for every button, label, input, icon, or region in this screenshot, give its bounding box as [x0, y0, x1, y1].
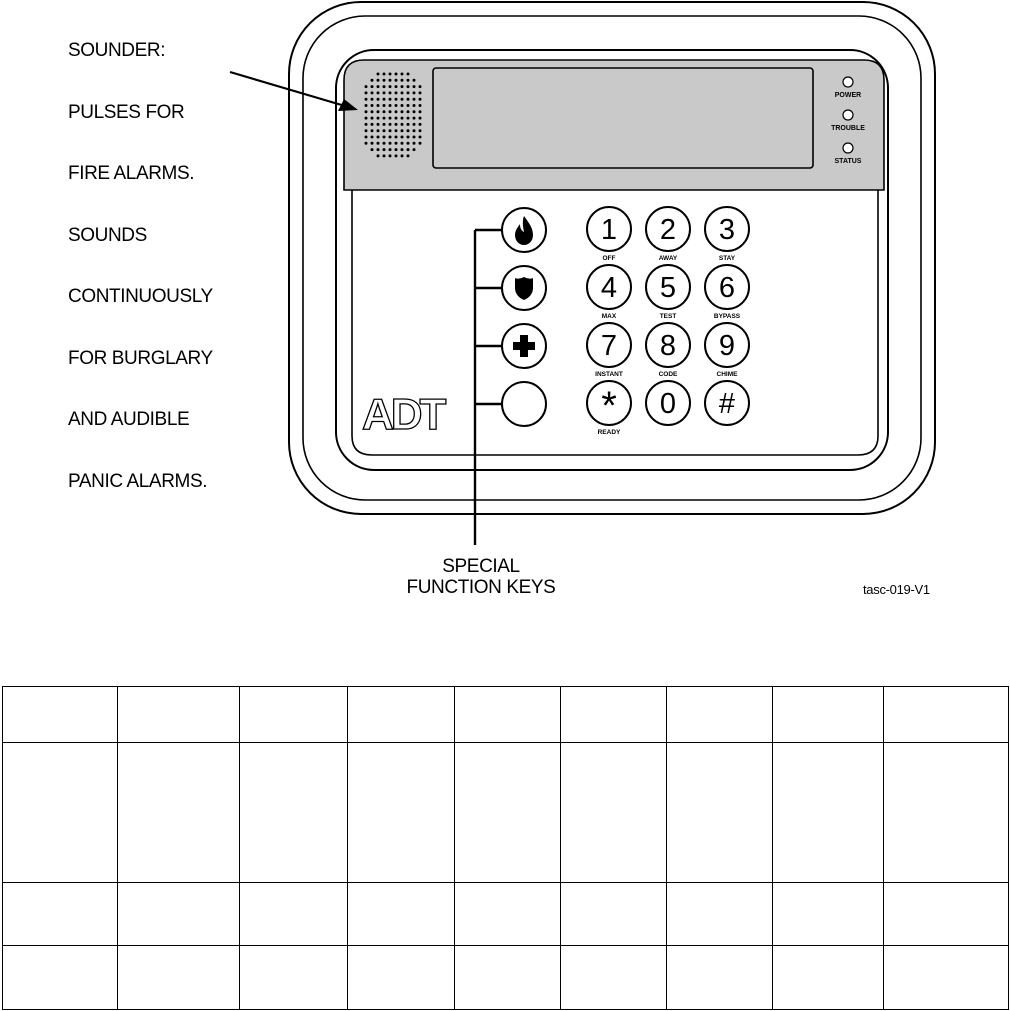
speaker-hole: [395, 104, 398, 107]
speaker-hole: [401, 136, 404, 139]
table-row: [3, 945, 1009, 1009]
speaker-hole: [365, 129, 368, 132]
table-cell: [773, 687, 884, 743]
speaker-hole: [383, 129, 386, 132]
table-cell: [561, 743, 667, 882]
speaker-hole: [413, 104, 416, 107]
table-cell: [118, 945, 240, 1009]
indicator-led: [843, 110, 853, 120]
speaker-hole: [371, 91, 374, 94]
table-cell: [455, 743, 561, 882]
table-cell: [773, 743, 884, 882]
key-0[interactable]: [646, 381, 690, 425]
speaker-hole: [383, 142, 386, 145]
speaker-hole: [389, 129, 392, 132]
table-cell: [118, 743, 240, 882]
table-cell: [240, 687, 348, 743]
speaker-hole: [377, 91, 380, 94]
table-row: [3, 743, 1009, 882]
callout-line: SOUNDER:: [68, 40, 166, 61]
speaker-hole: [371, 148, 374, 151]
speaker-hole: [377, 98, 380, 101]
speaker-hole: [371, 129, 374, 132]
key-glyph: 3: [718, 214, 736, 246]
callout-line: SOUNDS: [68, 224, 147, 246]
speaker-hole: [389, 79, 392, 82]
table-cell: [884, 743, 1009, 882]
speaker-hole: [413, 85, 416, 88]
speaker-hole: [401, 98, 404, 101]
speaker-hole: [401, 117, 404, 120]
speaker-hole: [377, 117, 380, 120]
speaker-hole: [377, 123, 380, 126]
speaker-hole: [365, 110, 368, 113]
key-glyph: 9: [718, 330, 736, 362]
key-function-label: AWAY: [658, 255, 678, 262]
empty-table: [2, 686, 1009, 1010]
speaker-hole: [401, 73, 404, 76]
table-cell: [348, 945, 455, 1009]
key-function-label: TEST: [659, 313, 677, 320]
speaker-hole: [371, 142, 374, 145]
speaker-hole: [389, 136, 392, 139]
table-cell: [773, 945, 884, 1009]
indicator-label: POWER: [834, 92, 862, 99]
speaker-hole: [419, 104, 422, 107]
speaker-hole: [419, 91, 422, 94]
table-cell: [667, 687, 773, 743]
speaker-hole: [383, 98, 386, 101]
speaker-hole: [407, 142, 410, 145]
speaker-hole: [383, 148, 386, 151]
table-cell: [667, 945, 773, 1009]
speaker-hole: [371, 98, 374, 101]
speaker-hole: [419, 85, 422, 88]
table-cell: [561, 687, 667, 743]
table-cell: [118, 687, 240, 743]
key-function-label: BYPASS: [713, 313, 741, 320]
special-key-medical[interactable]: [502, 324, 546, 368]
indicator-label: STATUS: [834, 158, 862, 165]
speaker-hole: [407, 123, 410, 126]
indicator-led: [843, 77, 853, 87]
table-cell: [240, 945, 348, 1009]
speaker-hole: [371, 136, 374, 139]
speaker-hole: [383, 91, 386, 94]
callout-line: AND AUDIBLE: [68, 409, 190, 430]
speaker-hole: [419, 117, 422, 120]
special-function-callout: [396, 557, 566, 598]
speaker-hole: [407, 104, 410, 107]
speaker-hole: [377, 79, 380, 82]
table-cell: [455, 687, 561, 743]
table-cell: [667, 882, 773, 945]
key-glyph: #: [718, 388, 736, 420]
figure-id: tasc-019-V1: [863, 582, 930, 597]
speaker-hole: [401, 142, 404, 145]
speaker-hole: [419, 129, 422, 132]
speaker-hole: [407, 129, 410, 132]
speaker-hole: [365, 85, 368, 88]
speaker-hole: [407, 85, 410, 88]
speaker-hole: [389, 154, 392, 157]
key-glyph: 1: [600, 214, 618, 246]
speaker-hole: [365, 104, 368, 107]
key-glyph: 7: [600, 330, 618, 362]
speaker-hole: [389, 73, 392, 76]
speaker-hole: [407, 79, 410, 82]
key-function-label: STAY: [718, 255, 736, 262]
speaker-hole: [395, 85, 398, 88]
table-cell: [348, 687, 455, 743]
table-row: [3, 882, 1009, 945]
speaker-hole: [413, 110, 416, 113]
table-cell: [240, 882, 348, 945]
callout-line: FOR BURGLARY: [68, 347, 213, 369]
table-cell: [561, 882, 667, 945]
table-cell: [3, 945, 118, 1009]
table-cell: [3, 743, 118, 882]
speaker-hole: [413, 129, 416, 132]
speaker-hole: [407, 136, 410, 139]
speaker-hole: [407, 73, 410, 76]
speaker-hole: [371, 110, 374, 113]
display-window: [433, 68, 813, 168]
speaker-hole: [365, 91, 368, 94]
speaker-hole: [401, 85, 404, 88]
speaker-hole: [377, 104, 380, 107]
speaker-hole: [395, 148, 398, 151]
speaker-hole: [395, 136, 398, 139]
speaker-hole: [383, 110, 386, 113]
speaker-hole: [407, 98, 410, 101]
speaker-hole: [401, 129, 404, 132]
speaker-hole: [377, 110, 380, 113]
speaker-hole: [395, 79, 398, 82]
key-glyph: *: [601, 384, 617, 428]
speaker-hole: [419, 110, 422, 113]
callout-line: FIRE ALARMS.: [68, 163, 195, 184]
speaker-hole: [377, 136, 380, 139]
table-cell: [773, 882, 884, 945]
key-glyph: 2: [659, 214, 677, 246]
speaker-hole: [377, 154, 380, 157]
key-function-label: OFF: [602, 255, 616, 262]
table-cell: [561, 945, 667, 1009]
special-key-police[interactable]: [502, 266, 546, 310]
speaker-hole: [377, 85, 380, 88]
speaker-hole: [419, 136, 422, 139]
callout-line: FUNCTION KEYS: [406, 576, 556, 598]
key-function-label: INSTANT: [595, 371, 623, 378]
speaker-hole: [389, 148, 392, 151]
speaker-hole: [383, 117, 386, 120]
callout-line: CONTINUOUSLY: [68, 286, 213, 307]
speaker-hole: [371, 79, 374, 82]
callout-line: PANIC ALARMS.: [68, 470, 208, 492]
speaker-hole: [395, 123, 398, 126]
table-cell: [884, 945, 1009, 1009]
key-function-label: CODE: [658, 371, 678, 378]
key-glyph: 8: [659, 330, 677, 362]
speaker-hole: [413, 98, 416, 101]
table-cell: [118, 882, 240, 945]
speaker-hole: [365, 142, 368, 145]
speaker-hole: [419, 98, 422, 101]
callout-line: PULSES FOR: [68, 101, 185, 123]
speaker-hole: [389, 117, 392, 120]
speaker-hole: [377, 142, 380, 145]
speaker-hole: [389, 142, 392, 145]
key-glyph: 6: [718, 272, 736, 304]
speaker-hole: [383, 123, 386, 126]
speaker-hole: [395, 154, 398, 157]
key-glyph: 4: [600, 272, 618, 304]
speaker-hole: [383, 79, 386, 82]
table-cell: [455, 945, 561, 1009]
speaker-hole: [365, 136, 368, 139]
speaker-hole: [371, 117, 374, 120]
speaker-hole: [401, 123, 404, 126]
speaker-hole: [383, 85, 386, 88]
indicator-led: [843, 143, 853, 153]
speaker-hole: [365, 117, 368, 120]
speaker-hole: [395, 98, 398, 101]
speaker-hole: [395, 73, 398, 76]
key-function-label: CHIME: [716, 371, 738, 378]
speaker-hole: [389, 85, 392, 88]
speaker-hole: [395, 129, 398, 132]
table-row: [3, 687, 1009, 743]
special-key-blank[interactable]: [502, 382, 546, 426]
key-glyph: 5: [659, 272, 677, 304]
speaker-hole: [377, 148, 380, 151]
speaker-hole: [395, 110, 398, 113]
table-cell: [667, 743, 773, 882]
speaker-hole: [377, 129, 380, 132]
table-cell: [3, 687, 118, 743]
speaker-hole: [419, 123, 422, 126]
speaker-hole: [395, 91, 398, 94]
speaker-hole: [389, 91, 392, 94]
speaker-hole: [365, 123, 368, 126]
speaker-hole: [383, 73, 386, 76]
speaker-hole: [407, 91, 410, 94]
speaker-hole: [371, 85, 374, 88]
speaker-hole: [407, 148, 410, 151]
speaker-hole: [383, 104, 386, 107]
speaker-hole: [365, 98, 368, 101]
key-glyph: 0: [659, 388, 677, 420]
speaker-hole: [383, 136, 386, 139]
speaker-hole: [419, 142, 422, 145]
speaker-hole: [407, 110, 410, 113]
speaker-hole: [413, 148, 416, 151]
speaker-hole: [371, 123, 374, 126]
speaker-hole: [413, 136, 416, 139]
speaker-hole: [389, 98, 392, 101]
speaker-hole: [401, 110, 404, 113]
speaker-hole: [407, 154, 410, 157]
speaker-hole: [389, 110, 392, 113]
speaker-hole: [401, 148, 404, 151]
table-cell: [455, 882, 561, 945]
speaker-hole: [413, 79, 416, 82]
key-function-label: READY: [597, 429, 621, 436]
speaker-hole: [407, 117, 410, 120]
speaker-hole: [401, 154, 404, 157]
speaker-hole: [413, 142, 416, 145]
table-cell: [348, 882, 455, 945]
table-cell: [884, 687, 1009, 743]
key-hash[interactable]: [705, 381, 749, 425]
speaker-hole: [395, 142, 398, 145]
brand-logo: ADT: [362, 390, 444, 439]
speaker-hole: [371, 104, 374, 107]
callout-line: SPECIAL: [442, 556, 520, 577]
speaker-hole: [413, 91, 416, 94]
table-cell: [884, 882, 1009, 945]
table-cell: [348, 743, 455, 882]
speaker-hole: [377, 73, 380, 76]
key-function-label: MAX: [601, 313, 617, 320]
speaker-hole: [413, 117, 416, 120]
speaker-hole: [395, 117, 398, 120]
indicator-label: TROUBLE: [831, 125, 865, 132]
table-cell: [240, 743, 348, 882]
special-key-fire[interactable]: [502, 208, 546, 252]
speaker-hole: [389, 104, 392, 107]
speaker-hole: [383, 154, 386, 157]
speaker-hole: [401, 79, 404, 82]
speaker-hole: [389, 123, 392, 126]
speaker-hole: [401, 104, 404, 107]
table-cell: [3, 882, 118, 945]
speaker-hole: [413, 123, 416, 126]
speaker-hole: [401, 91, 404, 94]
